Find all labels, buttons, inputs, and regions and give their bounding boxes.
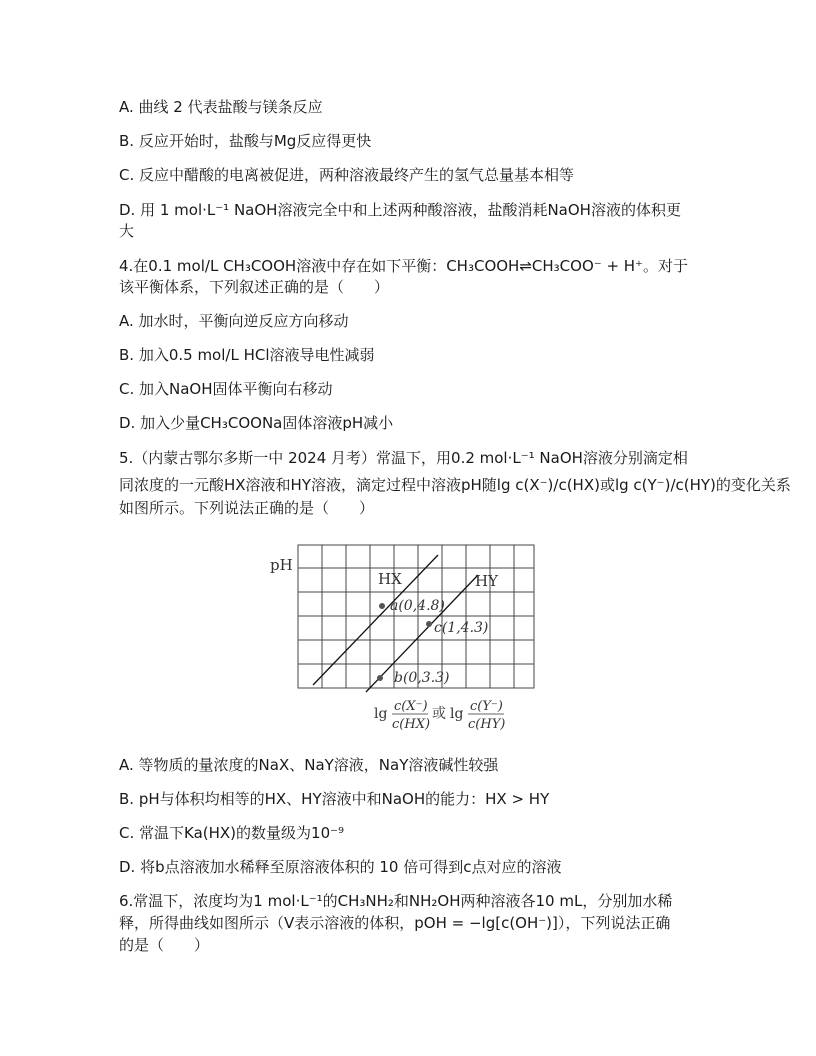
x-axis-num-2: c(Y⁻): [470, 699, 503, 714]
line-q4-option-c: C. 加入NaOH固体平衡向右移动: [119, 380, 333, 398]
x-axis-den-1: c(HX): [392, 717, 431, 732]
point-c-marker: [426, 621, 432, 627]
point-b-label: b(0,3.3): [394, 670, 450, 686]
x-axis-or: 或: [432, 706, 446, 722]
grid: [298, 545, 534, 688]
x-axis-lg-1: lg: [374, 706, 388, 722]
line-q4-option-b: B. 加入0.5 mol/L HCl溶液导电性减弱: [119, 346, 375, 364]
line-q6-stem: 6.常温下，浓度均为1 mol·L⁻¹的CH₃NH₂和NH₂OH两种溶液各10 mL，分别加水稀: [119, 892, 673, 910]
line-q5-stem-end: 如图所示。下列说法正确的是（ ）: [119, 499, 375, 517]
ph-titration-figure: [268, 540, 540, 740]
hy-label: HY: [475, 572, 498, 590]
line-q3-option-c: C. 反应中醋酸的电离被促进，两种溶液最终产生的氢气总量基本相等: [119, 166, 575, 184]
line-q4-option-d: D. 加入少量CH₃COONa固体溶液pH减小: [119, 414, 394, 432]
line-q5-option-b: B. pH与体积均相等的HX、HY溶液中和NaOH的能力：HX > HY: [119, 790, 550, 808]
line-q4-stem: 4.在0.1 mol/L CH₃COOH溶液中存在如下平衡：CH₃COOH⇌CH₃COO⁻ + H⁺。对于: [119, 257, 688, 275]
hx-label: HX: [378, 570, 402, 588]
line-q3-option-b: B. 反应开始时，盐酸与Mg反应得更快: [119, 132, 372, 150]
line-q3-option-d-cont: 大: [119, 222, 135, 240]
hx-curve: [313, 555, 438, 685]
line-q6-stem-cont: 释，所得曲线如图所示（V表示溶液的体积，pOH = −lg[c(OH⁻)]），下列说法正确: [119, 914, 671, 932]
x-axis-num-1: c(X⁻): [394, 699, 428, 714]
x-axis-lg-2: lg: [450, 706, 464, 722]
line-q5-option-a: A. 等物质的量浓度的NaX、NaY溶液，NaY溶液碱性较强: [119, 756, 499, 774]
line-q4-option-a: A. 加水时，平衡向逆反应方向移动: [119, 312, 349, 330]
line-q5-option-d: D. 将b点溶液加水稀释至原溶液体积的 10 倍可得到c点对应的溶液: [119, 858, 562, 876]
point-a-label: a(0,4.8): [390, 598, 445, 614]
line-q6-stem-end: 的是（ ）: [119, 936, 210, 954]
line-q3-option-a: A. 曲线 2 代表盐酸与镁条反应: [119, 98, 323, 116]
line-q5-stem-cont: 同浓度的一元酸HX溶液和HY溶液，滴定过程中溶液pH随lg c(X⁻)/c(HX)或lg c(Y⁻)/c(HY)的变化关系: [119, 476, 791, 494]
line-q3-option-d: D. 用 1 mol·L⁻¹ NaOH溶液完全中和上述两种酸溶液，盐酸消耗NaOH溶液的体积更: [119, 201, 681, 219]
point-a-marker: [379, 603, 385, 609]
line-q5-option-c: C. 常温下Ka(HX)的数量级为10⁻⁹: [119, 824, 345, 842]
y-axis-label: pH: [270, 556, 293, 574]
line-q4-stem-cont: 该平衡体系，下列叙述正确的是（ ）: [119, 278, 390, 296]
point-c-label: c(1,4.3): [434, 620, 489, 636]
x-axis-den-2: c(HY): [468, 717, 506, 732]
line-q5-stem: 5.（内蒙古鄂尔多斯一中 2024 月考）常温下，用0.2 mol·L⁻¹ NaOH溶液分别滴定相: [119, 449, 688, 467]
point-b-marker: [377, 675, 383, 681]
